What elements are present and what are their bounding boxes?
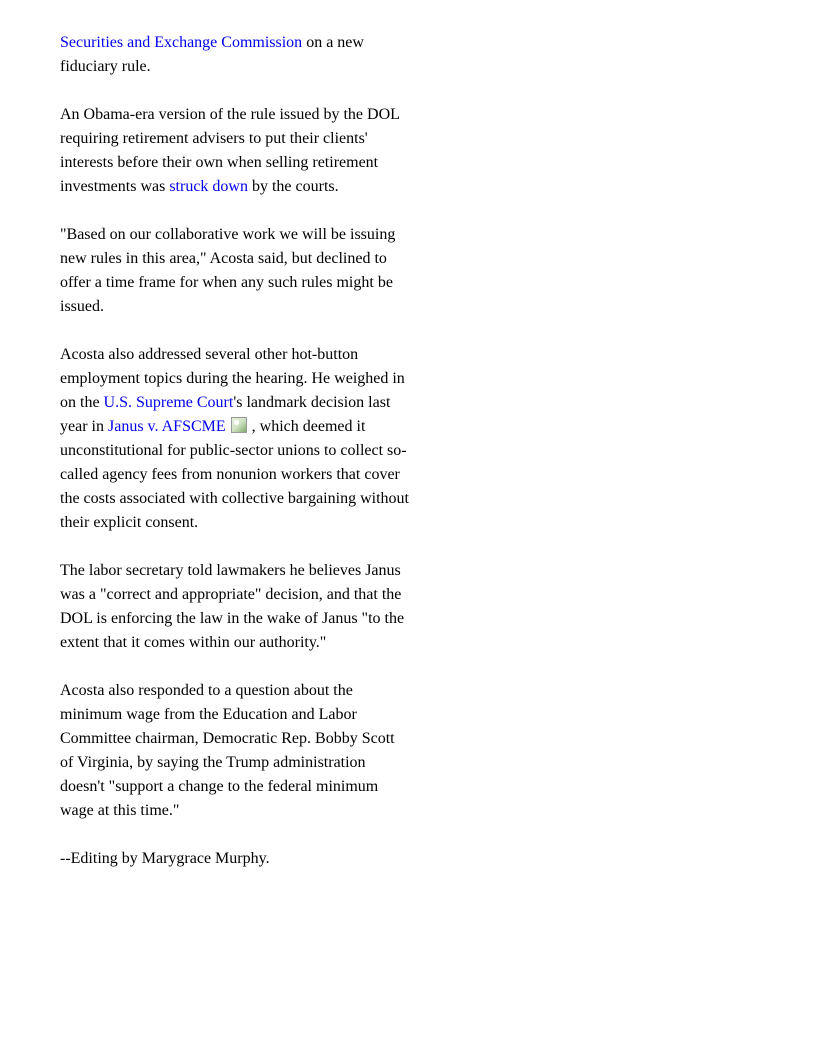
sec-link[interactable]: Securities and Exchange Commission (60, 34, 303, 51)
paragraph (60, 559, 410, 655)
paragraph-text: on a new fiduciary rule. (60, 34, 364, 75)
paragraph-text: Acosta also addressed several other hot-button employment topics during the hearing. He weighed in on the (60, 346, 405, 411)
paragraph (60, 103, 410, 199)
paragraph-text: An Obama-era version of the rule issued by the DOL requiring retirement advisers to put their clients' interests before their own when selling retirement investments was (60, 106, 400, 195)
paragraph-text: by the courts. (247, 178, 339, 195)
broken-image-icon (231, 417, 247, 433)
janus-link[interactable]: Janus v. AFSCME (107, 418, 226, 435)
paragraph (60, 223, 410, 319)
paragraph-text: Acosta also responded to a question about the minimum wage from the Education and Labor Committee chairman, Democratic Rep. Bobby Scott of Virginia, by saying the Trump administration doesn't "support a change to the federal minimum wage at this time." (60, 682, 395, 819)
paragraph-text: "Based on our collaborative work we will be issuing new rules in this area," Acosta said, but declined to offer a time frame for when any such rules might be issued. (60, 226, 396, 315)
article-body (60, 31, 410, 895)
paragraph (60, 679, 410, 823)
supreme-court-link[interactable]: U.S. Supreme Court (103, 394, 234, 411)
paragraph-text: 's landmark decision last year in (60, 394, 391, 435)
paragraph (60, 343, 410, 535)
paragraph-text: --Editing by Marygrace Murphy. (60, 850, 270, 867)
paragraph-text: The labor secretary told lawmakers he believes Janus was a "correct and appropriate" decision, and that the DOL is enforcing the law in the wake of Janus "to the extent that it comes within our authority." (60, 562, 405, 651)
editor-credit (60, 847, 410, 871)
paragraph (60, 31, 410, 79)
struck-down-link[interactable]: struck down (169, 178, 248, 195)
paragraph-text: , which deemed it unconstitutional for public-sector unions to collect so-called agency fees from nonunion workers that cover the costs associated with collective bargaining without their explicit consent. (60, 418, 409, 531)
